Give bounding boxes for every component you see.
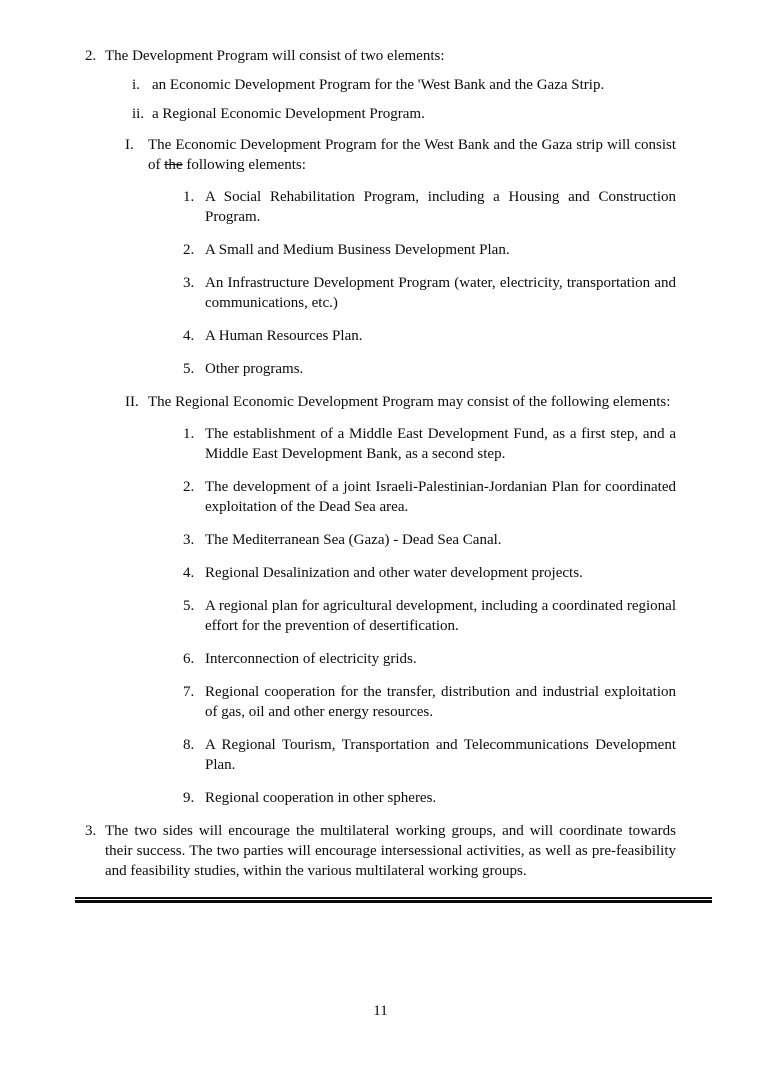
list-item-text: An Infrastructure Development Program (water, electricity, transportation and communications, etc.) [205, 275, 676, 311]
list-item-marker: 5. [183, 361, 195, 377]
section-II-list [85, 424, 676, 808]
list-item-marker: 9. [183, 790, 195, 806]
page-number: 11 [373, 1003, 388, 1019]
list-item-text: Regional cooperation in other spheres. [205, 790, 437, 806]
list-item-text: A regional plan for agricultural development, including a coordinated regional effort for the prevention of desertification. [205, 598, 676, 634]
list-item [183, 649, 676, 669]
sub-item-i-marker: i. [132, 77, 140, 93]
list-item-marker: 7. [183, 684, 195, 700]
list-item-marker: 3. [183, 532, 195, 548]
section-II-heading [125, 392, 676, 412]
list-item-marker: 3. [183, 275, 195, 291]
list-item-marker: 1. [183, 426, 195, 442]
list-item [183, 788, 676, 808]
list-item-text: The development of a joint Israeli-Palestinian-Jordanian Plan for coordinated exploitation of the Dead Sea area. [205, 479, 676, 515]
list-item [183, 530, 676, 550]
list-item-marker: 1. [183, 189, 195, 205]
list-item [183, 563, 676, 583]
sub-item-ii-marker: ii. [132, 106, 145, 122]
clause-2-marker: 2. [85, 48, 97, 64]
list-item-text: Interconnection of electricity grids. [205, 651, 417, 667]
list-item [183, 735, 676, 775]
section-I-marker: I. [125, 137, 134, 153]
horizontal-rule [75, 897, 712, 903]
list-item-marker: 8. [183, 737, 195, 753]
list-item-marker: 2. [183, 479, 195, 495]
sub-item-i-text: an Economic Development Program for the 'West Bank and the Gaza Strip. [152, 77, 605, 93]
list-item-text: A Small and Medium Business Development Plan. [205, 242, 510, 258]
list-item-text: A Human Resources Plan. [205, 328, 363, 344]
clause-2 [85, 46, 676, 66]
section-I-text-after: following elements: [186, 157, 306, 173]
section-I-list [85, 187, 676, 379]
list-item [183, 596, 676, 636]
list-item-text: Regional cooperation for the transfer, distribution and industrial exploitation of gas, oil and other energy resources. [205, 684, 676, 720]
sub-item-ii [132, 104, 676, 124]
list-item [183, 477, 676, 517]
list-item [183, 424, 676, 464]
list-item-marker: 5. [183, 598, 195, 614]
list-item-marker: 4. [183, 328, 195, 344]
list-item-text: Other programs. [205, 361, 304, 377]
clause-2-text: The Development Program will consist of two elements: [105, 48, 445, 64]
list-item-text: Regional Desalinization and other water development projects. [205, 565, 583, 581]
struck-word: the [164, 157, 183, 173]
section-II-text: The Regional Economic Development Program may consist of the following elements: [148, 394, 671, 410]
list-item-text: A Regional Tourism, Transportation and Telecommunications Development Plan. [205, 737, 676, 773]
list-item [183, 682, 676, 722]
list-item [183, 240, 676, 260]
list-item [183, 326, 676, 346]
list-item [183, 359, 676, 379]
list-item-marker: 4. [183, 565, 195, 581]
section-I-heading [125, 135, 676, 175]
list-item-marker: 2. [183, 242, 195, 258]
section-II-marker: II. [125, 394, 139, 410]
sub-item-i [132, 75, 676, 95]
list-item-text: The Mediterranean Sea (Gaza) - Dead Sea Canal. [205, 532, 502, 548]
list-item-text: A Social Rehabilitation Program, including a Housing and Construction Program. [205, 189, 676, 225]
list-item [183, 187, 676, 227]
list-item [183, 273, 676, 313]
section-I-text [148, 135, 676, 175]
sub-item-ii-text: a Regional Economic Development Program. [152, 106, 425, 122]
clause-3-marker: 3. [85, 823, 97, 839]
section-I-text-before: The Economic Development Program for the West Bank and the Gaza strip will consist of [148, 137, 676, 173]
list-item-marker: 6. [183, 651, 195, 667]
list-item-text: The establishment of a Middle East Development Fund, as a first step, and a Middle East Development Bank, as a second step. [205, 426, 676, 462]
clause-3-text: The two sides will encourage the multilateral working groups, and will coordinate towards their success. The two parties will encourage intersessional activities, as well as pre-feasibility and feasibility studies, within the various multilateral working groups. [105, 823, 676, 879]
clause-3 [85, 821, 676, 881]
